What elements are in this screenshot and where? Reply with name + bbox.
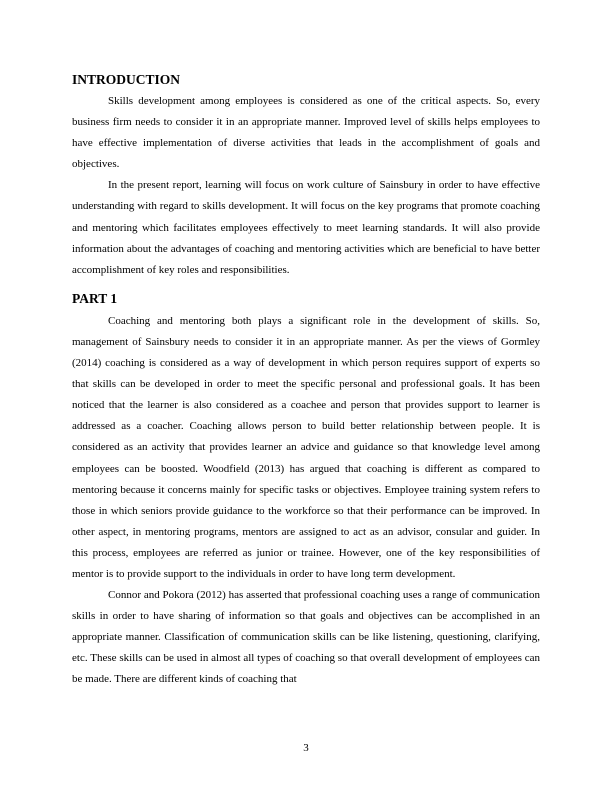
page-number: 3	[303, 742, 309, 754]
document-page	[72, 70, 540, 691]
introduction-paragraph-1: Skills development among employees is considered as one of the critical aspects. So, every business firm needs to consider it in an appropriate manner. Improved level of skills helps employees to have effective implementation of diverse activities that leads in the accomplishment of goals and objectives.	[72, 95, 540, 171]
part1-paragraph-2: Connor and Pokora (2012) has asserted that professional coaching uses a range of communication skills in order to have sharing of information so that goals and objectives can be accomplished in an appropriate manner. Classification of communication skills can be like listening, questioning, clarifying, etc. These skills can be used in almost all types of coaching so that overall development of employees can be made. There are different kinds of coaching that	[72, 589, 540, 686]
introduction-heading: INTRODUCTION	[72, 72, 181, 87]
part1-paragraph-1: Coaching and mentoring both plays a significant role in the development of skills. So, management of Sainsbury needs to consider it in an appropriate manner. As per the views of Gormley (2014) coaching is considered as a way of development in which person requires support of experts so that skills can be developed in order to meet the specific personal and professional goals. It has been noticed that the learner is also considered as a coachee and person that provides support to learner is addressed as a coacher. Coaching allows person to build better relationship between people. It is considered as an activity that provides learner an advice and guidance so that knowledge level among employees can be boosted. Woodfield (2013) has argued that coaching is different as compared to mentoring because it concerns mainly for specific tasks or objectives. Employee training system refers to those in which seniors provide guidance to the workforce so that their performance can be improved. In other aspect, in mentoring programs, mentors are assigned to act as an advisor, consular and guider. In this process, employees are referred as junior or trainee. However, one of the key responsibilities of mentor is to provide support to the individuals in order to have long term development.	[72, 314, 540, 580]
part1-heading: PART 1	[72, 290, 118, 306]
introduction-paragraph-2: In the present report, learning will focus on work culture of Sainsbury in order to have effective understanding with regard to skills development. It will focus on the key programs that promote coaching and mentoring which facilitates employees effectively to meet learning standards. It will also provide information about the advantages of coaching and mentoring activities which are beneficial to have better accomplishment of key roles and responsibilities.	[72, 179, 540, 276]
